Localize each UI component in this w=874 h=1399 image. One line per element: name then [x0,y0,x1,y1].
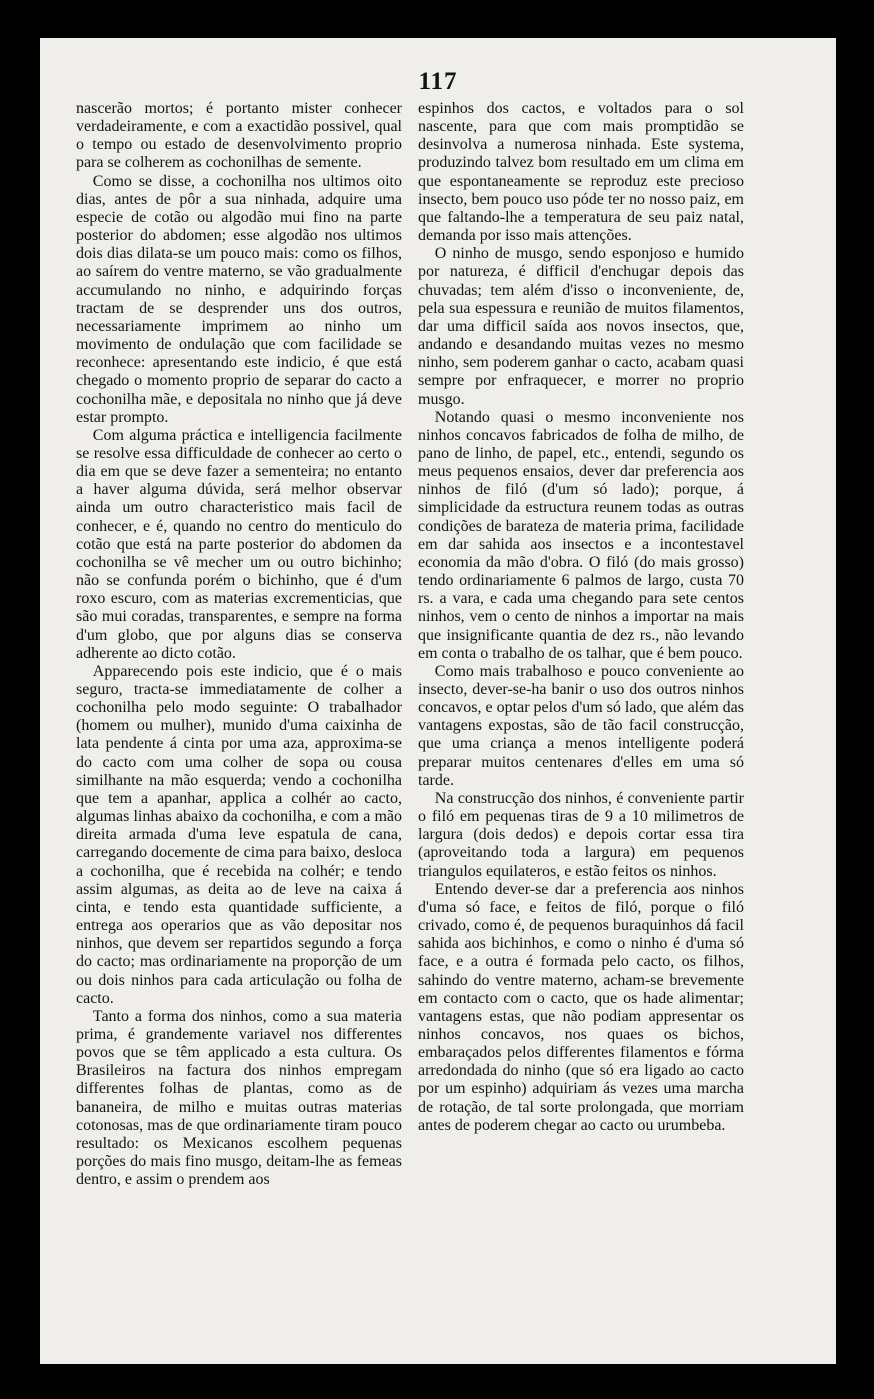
page-number: 117 [418,68,458,95]
paragraph: espinhos dos cactos, e voltados para o sol nascente, para que com mais promptidão se desinvolva a numerosa ninhada. Este systema, produzindo talvez bom resultado em um clima em que espontaneamente se reproduz este precioso insecto, bem pouco uso póde ter no nosso paiz, em que faltando-lhe a temperatura de seu paiz natal, demanda por isso mais attenções. [418,100,744,245]
paragraph: Na construcção dos ninhos, é conveniente partir o filó em pequenas tiras de 9 a 10 milimetros de largura (dois dedos) e depois cortar essa tira (aproveitando toda a largura) em pequenos triangulos equilateros, e estão feitos os ninhos. [418,789,744,880]
paragraph: nascerão mortos; é portanto mister conhecer verdadeiramente, e com a exactidão possivel, qual o tempo ou estado de desenvolvimento proprio para se colherem as cochonilhas de semente. [76,100,402,172]
paragraph: Como se disse, a cochonilha nos ultimos oito dias, antes de pôr a sua ninhada, adquire uma especie de cotão ou algodão mui fino na parte posterior do abdomen; esse algodão nos ultimos dois dias dilata-se um pouco mais: como os filhos, ao saírem do ventre materno, se vão gradualmente accumulando no ninho, e adquirindo forças tractam de se desprender uns dos outros, necessariamente imprimem ao ninho um movimento de ondulação que com facilidade se reconhece: apresentando este indicio, é que está chegado o momento proprio de separar do cacto a cochonilha mãe, e depositala no ninho que já deve estar prompto. [76,172,402,426]
paragraph: Como mais trabalhoso e pouco conveniente ao insecto, dever-se-ha banir o uso dos outros ninhos concavos, e optar pelos d'um só lado, que além das vantagens expostas, são de tão facil construcção, que uma criança a menos intelligente poderá preparar muitos centenares d'elles em uma só tarde. [418,662,744,789]
paragraph: O ninho de musgo, sendo esponjoso e humido por natureza, é difficil d'enchugar depois das chuvadas; tem além d'isso o inconveniente, de, pela sua espessura e reunião de muitos filamentos, dar uma difficil saída aos novos insectos, que, andando e desandando muitas vezes no mesmo ninho, sem poderem ganhar o cacto, acabam quasi sempre por enfraquecer, e morrer no proprio musgo. [418,245,744,408]
paragraph: Entendo dever-se dar a preferencia aos ninhos d'uma só face, e feitos de filó, porque o filó crivado, como é, de pequenos buraquinhos dá facil sahida aos bichinhos, e como o ninho é d'uma só face, e a outra é formada pelo cacto, os filhos, sahindo do ventre materno, acham-se brevemente em contacto com o cacto, que os hade alimentar; vantagens estas, que não podiam appresentar os ninhos concavos, nos quaes os bichos, embaraçados pelos differentes filamentos e fórma arredondada do ninho (que só era ligado ao cacto por um espinho) adquiriam ás vezes uma marcha de rotação, de tal sorte prolongada, que morriam antes de poderem chegar ao cacto ou urumbeba. [418,880,744,1134]
left-column [76,100,402,1189]
paragraph: Com alguma práctica e intelligencia facilmente se resolve essa difficuldade de conhecer ao certo o dia em que se deve fazer a sementeira; no entanto a haver alguma dúvida, será melhor observar ainda um outro characteristico mais facil de conhecer, e é, quando no centro do menticulo do cotão que está na parte posterior do abdomen da cochonilha se vê mecher um ou outro bichinho; não se confunda porém o bichinho, que é d'um roxo escuro, com as materias excrementicias, que são mui coradas, transparentes, e sempre na forma d'um globo, que por alguns dias se conserva adherente ao dicto cotão. [76,426,402,662]
book-page [40,38,836,1364]
paragraph: Notando quasi o mesmo inconveniente nos ninhos concavos fabricados de folha de milho, de pano de linho, de papel, etc., entendi, segundo os meus pequenos ensaios, dever dar preferencia aos ninhos de filó (d'um só lado); porque, á simplicidade da estructura reunem todas as outras condições de barateza de materia prima, facilidade em dar sahida aos insectos e a incontestavel economia da mão d'obra. O filó (do mais grosso) tendo ordinariamente 6 palmos de largo, custa 70 rs. a vara, e cada uma chegando para sete centos ninhos, vem o cento de ninhos a importar na mais que insignificante quantia de dez rs., não levando em conta o trabalho de os talhar, que é bem pouco. [418,408,744,662]
paragraph: Tanto a forma dos ninhos, como a sua materia prima, é grandemente variavel nos differentes povos que se têm applicado a esta cultura. Os Brasileiros na factura dos ninhos empregam differentes folhas de plantas, como as de bananeira, de milho e muitas outras materias cotonosas, mas de que ordinariamente tiram pouco resultado: os Mexicanos escolhem pequenas porções do mais fino musgo, deitam-lhe as femeas dentro, e assim o prendem aos [76,1007,402,1189]
paragraph: Apparecendo pois este indicio, que é o mais seguro, tracta-se immediatamente de colher a cochonilha pelo modo seguinte: O trabalhador (homem ou mulher), munido d'uma caixinha de lata pendente á cinta por uma aza, approxima-se do cacto com uma colher de sopa ou cousa similhante na mão esquerda; vendo a cochonilha que tem a apanhar, applica a colhér ao cacto, algumas linhas abaixo da cochonilha, e com a mão direita armada d'uma leve espatula de cana, carregando docemente de cima para baixo, desloca a cochonilha, que é recebida na colhér; e tendo assim algumas, as deita ao de leve na caixa á cinta, e tendo esta quantidade sufficiente, a entrega aos operarios que as vão depositar nos ninhos, que devem ser repartidos segundo a força do cacto; mas ordinariamente na proporção de um ou dois ninhos para cada articulação ou folha de cacto. [76,662,402,1007]
right-column [418,100,744,1135]
